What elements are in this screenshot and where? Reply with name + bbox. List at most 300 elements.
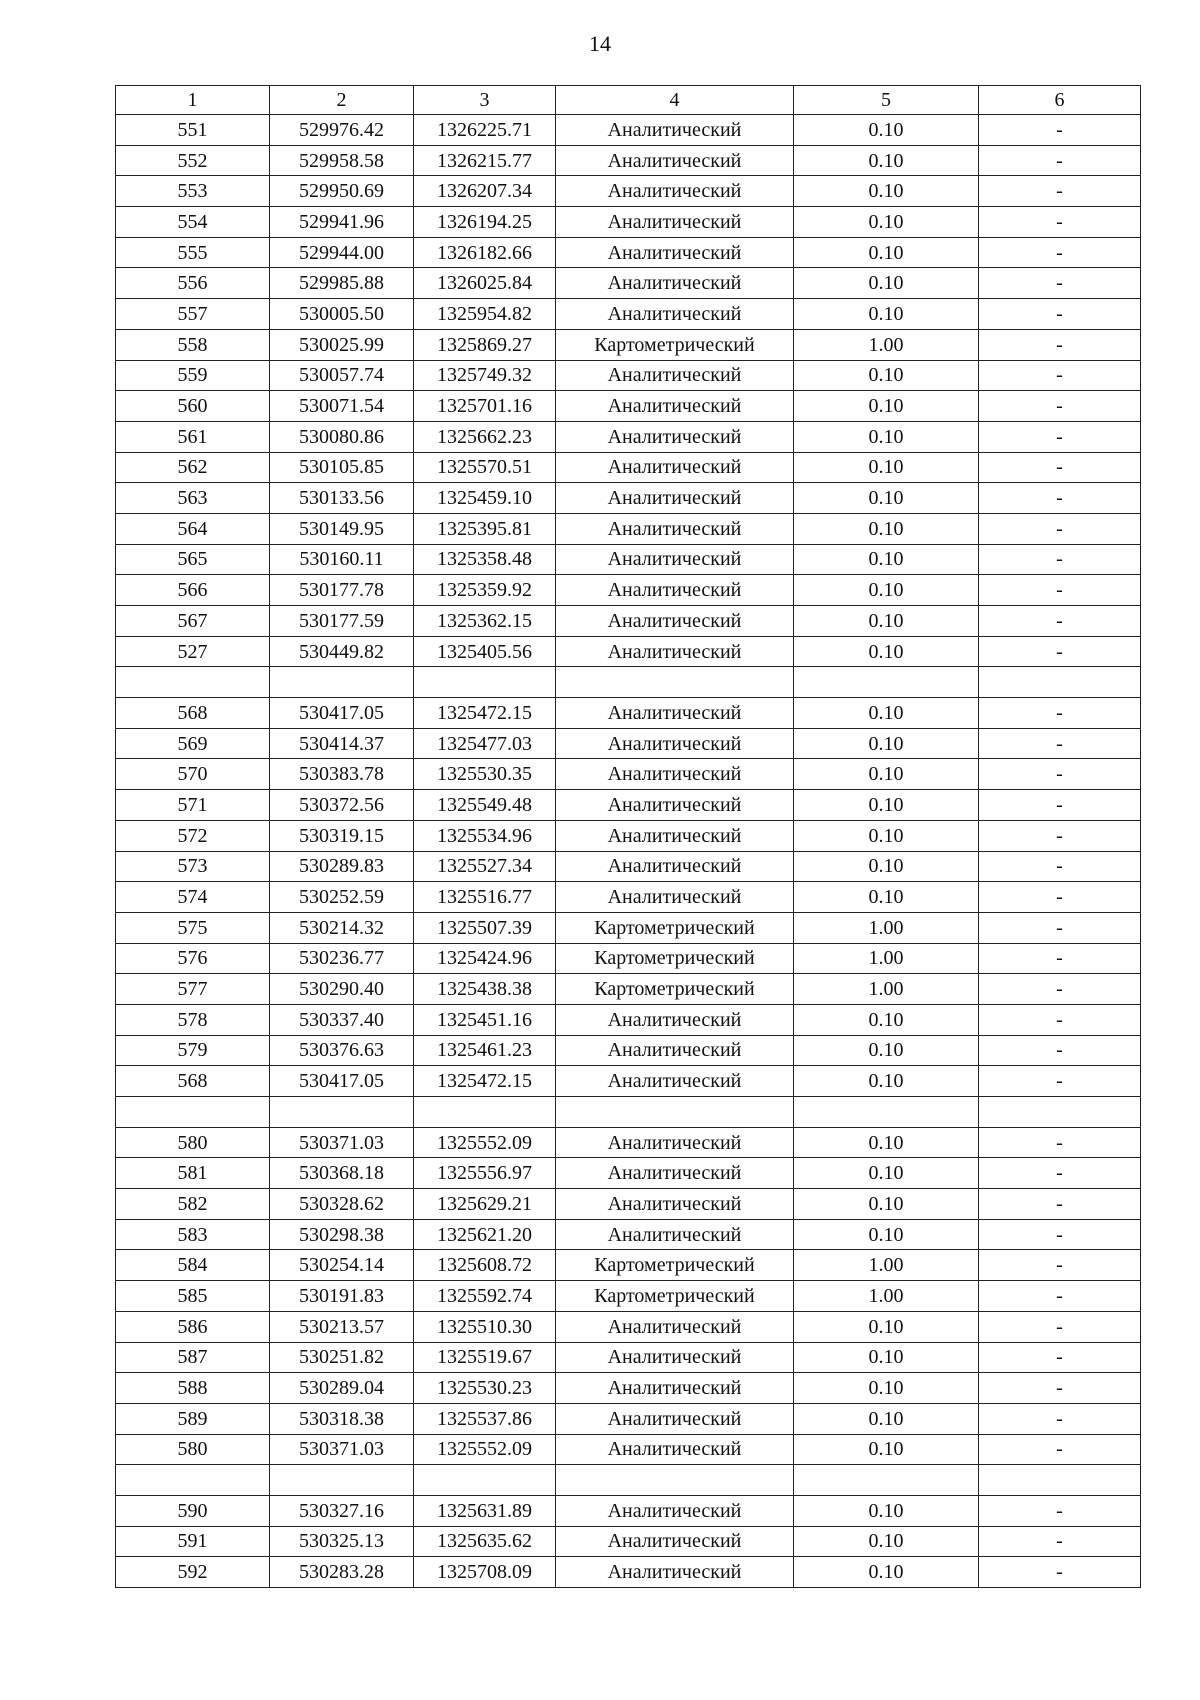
accuracy-cell: 0.10 bbox=[794, 575, 979, 606]
accuracy-cell: 0.10 bbox=[794, 115, 979, 146]
method-cell: Картометрический bbox=[556, 329, 794, 360]
table-row bbox=[116, 820, 1141, 851]
accuracy-cell: 0.10 bbox=[794, 1189, 979, 1220]
note-cell: - bbox=[979, 513, 1141, 544]
table-body bbox=[116, 115, 1141, 1588]
note-cell: - bbox=[979, 1035, 1141, 1066]
note-cell: - bbox=[979, 820, 1141, 851]
x-coordinate-cell: 530254.14 bbox=[270, 1250, 414, 1281]
point-number-cell: 577 bbox=[116, 974, 270, 1005]
table-row bbox=[116, 544, 1141, 575]
accuracy-cell: 0.10 bbox=[794, 851, 979, 882]
method-cell: Аналитический bbox=[556, 268, 794, 299]
point-number-cell: 569 bbox=[116, 728, 270, 759]
method-cell: Картометрический bbox=[556, 1281, 794, 1312]
x-coordinate-cell bbox=[270, 1465, 414, 1496]
table-row bbox=[116, 421, 1141, 452]
note-cell: - bbox=[979, 698, 1141, 729]
point-number-cell: 572 bbox=[116, 820, 270, 851]
note-cell: - bbox=[979, 483, 1141, 514]
note-cell: - bbox=[979, 1189, 1141, 1220]
x-coordinate-cell: 530383.78 bbox=[270, 759, 414, 790]
accuracy-cell bbox=[794, 667, 979, 698]
table-row bbox=[116, 1189, 1141, 1220]
note-cell: - bbox=[979, 452, 1141, 483]
note-cell: - bbox=[979, 1219, 1141, 1250]
y-coordinate-cell: 1325552.09 bbox=[414, 1434, 556, 1465]
point-number-cell: 559 bbox=[116, 360, 270, 391]
accuracy-cell: 1.00 bbox=[794, 1281, 979, 1312]
y-coordinate-cell: 1325549.48 bbox=[414, 790, 556, 821]
accuracy-cell: 0.10 bbox=[794, 1127, 979, 1158]
note-cell: - bbox=[979, 728, 1141, 759]
table-row bbox=[116, 790, 1141, 821]
x-coordinate-cell: 530160.11 bbox=[270, 544, 414, 575]
point-number-cell: 590 bbox=[116, 1495, 270, 1526]
y-coordinate-cell: 1326182.66 bbox=[414, 237, 556, 268]
point-number-cell: 568 bbox=[116, 698, 270, 729]
point-number-cell: 575 bbox=[116, 912, 270, 943]
table-row bbox=[116, 1465, 1141, 1496]
accuracy-cell: 1.00 bbox=[794, 974, 979, 1005]
y-coordinate-cell: 1325530.23 bbox=[414, 1373, 556, 1404]
y-coordinate-cell: 1325701.16 bbox=[414, 391, 556, 422]
note-cell: - bbox=[979, 790, 1141, 821]
method-cell: Аналитический bbox=[556, 237, 794, 268]
note-cell: - bbox=[979, 1403, 1141, 1434]
table-row bbox=[116, 268, 1141, 299]
x-coordinate-cell: 530371.03 bbox=[270, 1127, 414, 1158]
accuracy-cell: 0.10 bbox=[794, 145, 979, 176]
note-cell: - bbox=[979, 1066, 1141, 1097]
y-coordinate-cell: 1325461.23 bbox=[414, 1035, 556, 1066]
y-coordinate-cell: 1325631.89 bbox=[414, 1495, 556, 1526]
accuracy-cell: 0.10 bbox=[794, 882, 979, 913]
y-coordinate-cell: 1325708.09 bbox=[414, 1557, 556, 1588]
x-coordinate-cell: 530057.74 bbox=[270, 360, 414, 391]
x-coordinate-cell: 530327.16 bbox=[270, 1495, 414, 1526]
accuracy-cell: 1.00 bbox=[794, 912, 979, 943]
x-coordinate-cell bbox=[270, 667, 414, 698]
accuracy-cell: 0.10 bbox=[794, 606, 979, 637]
y-coordinate-cell: 1325629.21 bbox=[414, 1189, 556, 1220]
method-cell: Аналитический bbox=[556, 452, 794, 483]
point-number-cell: 586 bbox=[116, 1311, 270, 1342]
table-row bbox=[116, 299, 1141, 330]
note-cell: - bbox=[979, 759, 1141, 790]
table-row bbox=[116, 329, 1141, 360]
note-cell: - bbox=[979, 882, 1141, 913]
y-coordinate-cell: 1325516.77 bbox=[414, 882, 556, 913]
point-number-cell: 556 bbox=[116, 268, 270, 299]
point-number-cell: 582 bbox=[116, 1189, 270, 1220]
point-number-cell: 554 bbox=[116, 207, 270, 238]
point-number-cell: 557 bbox=[116, 299, 270, 330]
table-row bbox=[116, 360, 1141, 391]
y-coordinate-cell: 1325621.20 bbox=[414, 1219, 556, 1250]
x-coordinate-cell: 530214.32 bbox=[270, 912, 414, 943]
method-cell: Аналитический bbox=[556, 1066, 794, 1097]
point-number-cell: 579 bbox=[116, 1035, 270, 1066]
table-row bbox=[116, 1035, 1141, 1066]
table-row bbox=[116, 728, 1141, 759]
table-row bbox=[116, 636, 1141, 667]
note-cell: - bbox=[979, 360, 1141, 391]
note-cell: - bbox=[979, 1557, 1141, 1588]
note-cell: - bbox=[979, 1342, 1141, 1373]
method-cell: Аналитический bbox=[556, 1035, 794, 1066]
y-coordinate-cell: 1325472.15 bbox=[414, 1066, 556, 1097]
accuracy-cell: 0.10 bbox=[794, 636, 979, 667]
accuracy-cell: 0.10 bbox=[794, 1311, 979, 1342]
table-row bbox=[116, 1004, 1141, 1035]
accuracy-cell: 0.10 bbox=[794, 207, 979, 238]
accuracy-cell: 0.10 bbox=[794, 483, 979, 514]
point-number-cell: 585 bbox=[116, 1281, 270, 1312]
column-header: 2 bbox=[270, 86, 414, 115]
method-cell: Аналитический bbox=[556, 115, 794, 146]
table-row bbox=[116, 1403, 1141, 1434]
method-cell: Аналитический bbox=[556, 759, 794, 790]
note-cell: - bbox=[979, 1250, 1141, 1281]
point-number-cell: 591 bbox=[116, 1526, 270, 1557]
table-row bbox=[116, 882, 1141, 913]
table-row bbox=[116, 1219, 1141, 1250]
method-cell: Аналитический bbox=[556, 698, 794, 729]
table-row bbox=[116, 912, 1141, 943]
note-cell: - bbox=[979, 606, 1141, 637]
x-coordinate-cell: 530025.99 bbox=[270, 329, 414, 360]
note-cell: - bbox=[979, 1373, 1141, 1404]
method-cell: Аналитический bbox=[556, 1526, 794, 1557]
accuracy-cell: 0.10 bbox=[794, 1373, 979, 1404]
point-number-cell: 592 bbox=[116, 1557, 270, 1588]
table-row bbox=[116, 513, 1141, 544]
accuracy-cell: 1.00 bbox=[794, 329, 979, 360]
y-coordinate-cell: 1325954.82 bbox=[414, 299, 556, 330]
accuracy-cell: 0.10 bbox=[794, 728, 979, 759]
point-number-cell: 580 bbox=[116, 1434, 270, 1465]
x-coordinate-cell: 530368.18 bbox=[270, 1158, 414, 1189]
x-coordinate-cell: 530283.28 bbox=[270, 1557, 414, 1588]
table-row bbox=[116, 1066, 1141, 1097]
x-coordinate-cell: 530133.56 bbox=[270, 483, 414, 514]
x-coordinate-cell: 530319.15 bbox=[270, 820, 414, 851]
y-coordinate-cell: 1325592.74 bbox=[414, 1281, 556, 1312]
point-number-cell: 555 bbox=[116, 237, 270, 268]
point-number-cell: 583 bbox=[116, 1219, 270, 1250]
note-cell: - bbox=[979, 544, 1141, 575]
x-coordinate-cell: 530290.40 bbox=[270, 974, 414, 1005]
point-number-cell: 570 bbox=[116, 759, 270, 790]
y-coordinate-cell: 1325608.72 bbox=[414, 1250, 556, 1281]
x-coordinate-cell: 529985.88 bbox=[270, 268, 414, 299]
method-cell: Аналитический bbox=[556, 1311, 794, 1342]
method-cell: Аналитический bbox=[556, 820, 794, 851]
method-cell: Аналитический bbox=[556, 790, 794, 821]
method-cell: Аналитический bbox=[556, 483, 794, 514]
table-row bbox=[116, 1526, 1141, 1557]
accuracy-cell: 0.10 bbox=[794, 268, 979, 299]
table-row bbox=[116, 1311, 1141, 1342]
point-number-cell: 562 bbox=[116, 452, 270, 483]
accuracy-cell: 1.00 bbox=[794, 1250, 979, 1281]
point-number-cell: 581 bbox=[116, 1158, 270, 1189]
point-number-cell bbox=[116, 667, 270, 698]
method-cell: Картометрический bbox=[556, 912, 794, 943]
y-coordinate-cell: 1325552.09 bbox=[414, 1127, 556, 1158]
x-coordinate-cell: 529944.00 bbox=[270, 237, 414, 268]
y-coordinate-cell: 1325438.38 bbox=[414, 974, 556, 1005]
point-number-cell: 567 bbox=[116, 606, 270, 637]
y-coordinate-cell: 1325519.67 bbox=[414, 1342, 556, 1373]
method-cell: Аналитический bbox=[556, 145, 794, 176]
point-number-cell: 578 bbox=[116, 1004, 270, 1035]
table-row bbox=[116, 851, 1141, 882]
note-cell: - bbox=[979, 974, 1141, 1005]
accuracy-cell: 0.10 bbox=[794, 1526, 979, 1557]
accuracy-cell: 0.10 bbox=[794, 1004, 979, 1035]
y-coordinate-cell: 1325527.34 bbox=[414, 851, 556, 882]
x-coordinate-cell: 530337.40 bbox=[270, 1004, 414, 1035]
point-number-cell: 565 bbox=[116, 544, 270, 575]
table-row bbox=[116, 483, 1141, 514]
y-coordinate-cell: 1325869.27 bbox=[414, 329, 556, 360]
accuracy-cell: 0.10 bbox=[794, 1557, 979, 1588]
y-coordinate-cell: 1326225.71 bbox=[414, 115, 556, 146]
y-coordinate-cell: 1325358.48 bbox=[414, 544, 556, 575]
x-coordinate-cell: 529958.58 bbox=[270, 145, 414, 176]
x-coordinate-cell: 530417.05 bbox=[270, 698, 414, 729]
y-coordinate-cell: 1325395.81 bbox=[414, 513, 556, 544]
point-number-cell: 561 bbox=[116, 421, 270, 452]
table-row bbox=[116, 606, 1141, 637]
method-cell: Аналитический bbox=[556, 360, 794, 391]
note-cell: - bbox=[979, 207, 1141, 238]
point-number-cell: 566 bbox=[116, 575, 270, 606]
method-cell: Аналитический bbox=[556, 299, 794, 330]
method-cell: Аналитический bbox=[556, 606, 794, 637]
x-coordinate-cell: 530328.62 bbox=[270, 1189, 414, 1220]
note-cell: - bbox=[979, 299, 1141, 330]
accuracy-cell: 0.10 bbox=[794, 421, 979, 452]
method-cell bbox=[556, 1097, 794, 1128]
method-cell: Аналитический bbox=[556, 1342, 794, 1373]
table-row bbox=[116, 1127, 1141, 1158]
y-coordinate-cell: 1325570.51 bbox=[414, 452, 556, 483]
method-cell: Аналитический bbox=[556, 207, 794, 238]
note-cell: - bbox=[979, 912, 1141, 943]
method-cell: Аналитический bbox=[556, 1219, 794, 1250]
note-cell: - bbox=[979, 145, 1141, 176]
table-row bbox=[116, 1281, 1141, 1312]
method-cell: Аналитический bbox=[556, 1495, 794, 1526]
method-cell bbox=[556, 667, 794, 698]
note-cell bbox=[979, 1465, 1141, 1496]
accuracy-cell: 0.10 bbox=[794, 299, 979, 330]
accuracy-cell: 0.10 bbox=[794, 176, 979, 207]
point-number-cell: 527 bbox=[116, 636, 270, 667]
x-coordinate-cell: 530177.78 bbox=[270, 575, 414, 606]
column-header: 4 bbox=[556, 86, 794, 115]
coordinates-table bbox=[115, 85, 1141, 1588]
note-cell: - bbox=[979, 943, 1141, 974]
table-row bbox=[116, 1342, 1141, 1373]
accuracy-cell: 0.10 bbox=[794, 1403, 979, 1434]
note-cell bbox=[979, 667, 1141, 698]
point-number-cell: 563 bbox=[116, 483, 270, 514]
method-cell: Аналитический bbox=[556, 1004, 794, 1035]
table-row bbox=[116, 391, 1141, 422]
note-cell bbox=[979, 1097, 1141, 1128]
accuracy-cell: 0.10 bbox=[794, 1495, 979, 1526]
accuracy-cell: 0.10 bbox=[794, 544, 979, 575]
method-cell: Аналитический bbox=[556, 1373, 794, 1404]
accuracy-cell: 0.10 bbox=[794, 790, 979, 821]
x-coordinate-cell bbox=[270, 1097, 414, 1128]
y-coordinate-cell: 1325507.39 bbox=[414, 912, 556, 943]
x-coordinate-cell: 530371.03 bbox=[270, 1434, 414, 1465]
note-cell: - bbox=[979, 176, 1141, 207]
table-row bbox=[116, 452, 1141, 483]
note-cell: - bbox=[979, 1495, 1141, 1526]
x-coordinate-cell: 530177.59 bbox=[270, 606, 414, 637]
point-number-cell: 588 bbox=[116, 1373, 270, 1404]
note-cell: - bbox=[979, 575, 1141, 606]
method-cell: Картометрический bbox=[556, 1250, 794, 1281]
point-number-cell: 580 bbox=[116, 1127, 270, 1158]
x-coordinate-cell: 530071.54 bbox=[270, 391, 414, 422]
table-row bbox=[116, 575, 1141, 606]
y-coordinate-cell bbox=[414, 667, 556, 698]
table-row bbox=[116, 145, 1141, 176]
y-coordinate-cell: 1325424.96 bbox=[414, 943, 556, 974]
accuracy-cell: 0.10 bbox=[794, 820, 979, 851]
x-coordinate-cell: 530289.04 bbox=[270, 1373, 414, 1404]
note-cell: - bbox=[979, 421, 1141, 452]
table-row bbox=[116, 1158, 1141, 1189]
y-coordinate-cell bbox=[414, 1097, 556, 1128]
accuracy-cell: 0.10 bbox=[794, 452, 979, 483]
note-cell: - bbox=[979, 1526, 1141, 1557]
y-coordinate-cell: 1326215.77 bbox=[414, 145, 556, 176]
point-number-cell: 571 bbox=[116, 790, 270, 821]
y-coordinate-cell: 1325477.03 bbox=[414, 728, 556, 759]
x-coordinate-cell: 530080.86 bbox=[270, 421, 414, 452]
point-number-cell: 576 bbox=[116, 943, 270, 974]
x-coordinate-cell: 530005.50 bbox=[270, 299, 414, 330]
y-coordinate-cell: 1325635.62 bbox=[414, 1526, 556, 1557]
method-cell: Аналитический bbox=[556, 575, 794, 606]
table-row bbox=[116, 1373, 1141, 1404]
method-cell: Аналитический bbox=[556, 513, 794, 544]
point-number-cell: 584 bbox=[116, 1250, 270, 1281]
method-cell: Аналитический bbox=[556, 1557, 794, 1588]
point-number-cell: 573 bbox=[116, 851, 270, 882]
point-number-cell: 551 bbox=[116, 115, 270, 146]
x-coordinate-cell: 529950.69 bbox=[270, 176, 414, 207]
y-coordinate-cell: 1325556.97 bbox=[414, 1158, 556, 1189]
y-coordinate-cell: 1325537.86 bbox=[414, 1403, 556, 1434]
y-coordinate-cell: 1326194.25 bbox=[414, 207, 556, 238]
y-coordinate-cell: 1326025.84 bbox=[414, 268, 556, 299]
point-number-cell: 552 bbox=[116, 145, 270, 176]
y-coordinate-cell bbox=[414, 1465, 556, 1496]
y-coordinate-cell: 1325749.32 bbox=[414, 360, 556, 391]
note-cell: - bbox=[979, 329, 1141, 360]
x-coordinate-cell: 530251.82 bbox=[270, 1342, 414, 1373]
method-cell: Аналитический bbox=[556, 882, 794, 913]
table-row bbox=[116, 1250, 1141, 1281]
x-coordinate-cell: 530298.38 bbox=[270, 1219, 414, 1250]
method-cell: Картометрический bbox=[556, 943, 794, 974]
page-number: 14 bbox=[589, 31, 611, 56]
method-cell bbox=[556, 1465, 794, 1496]
note-cell: - bbox=[979, 268, 1141, 299]
note-cell: - bbox=[979, 1434, 1141, 1465]
table-row bbox=[116, 207, 1141, 238]
table-row bbox=[116, 237, 1141, 268]
accuracy-cell: 0.10 bbox=[794, 1158, 979, 1189]
x-coordinate-cell: 530213.57 bbox=[270, 1311, 414, 1342]
accuracy-cell: 0.10 bbox=[794, 1066, 979, 1097]
point-number-cell: 568 bbox=[116, 1066, 270, 1097]
x-coordinate-cell: 530149.95 bbox=[270, 513, 414, 544]
x-coordinate-cell: 530417.05 bbox=[270, 1066, 414, 1097]
column-header: 6 bbox=[979, 86, 1141, 115]
accuracy-cell bbox=[794, 1097, 979, 1128]
note-cell: - bbox=[979, 851, 1141, 882]
accuracy-cell: 0.10 bbox=[794, 360, 979, 391]
note-cell: - bbox=[979, 1127, 1141, 1158]
y-coordinate-cell: 1325362.15 bbox=[414, 606, 556, 637]
point-number-cell: 558 bbox=[116, 329, 270, 360]
accuracy-cell: 0.10 bbox=[794, 1219, 979, 1250]
x-coordinate-cell: 530105.85 bbox=[270, 452, 414, 483]
method-cell: Аналитический bbox=[556, 1158, 794, 1189]
point-number-cell: 553 bbox=[116, 176, 270, 207]
point-number-cell: 564 bbox=[116, 513, 270, 544]
table-row bbox=[116, 1495, 1141, 1526]
method-cell: Аналитический bbox=[556, 1403, 794, 1434]
x-coordinate-cell: 530252.59 bbox=[270, 882, 414, 913]
table-row bbox=[116, 943, 1141, 974]
method-cell: Картометрический bbox=[556, 974, 794, 1005]
note-cell: - bbox=[979, 1281, 1141, 1312]
method-cell: Аналитический bbox=[556, 728, 794, 759]
point-number-cell bbox=[116, 1465, 270, 1496]
x-coordinate-cell: 530449.82 bbox=[270, 636, 414, 667]
point-number-cell: 589 bbox=[116, 1403, 270, 1434]
y-coordinate-cell: 1325534.96 bbox=[414, 820, 556, 851]
table-header-row bbox=[116, 86, 1141, 115]
method-cell: Аналитический bbox=[556, 1127, 794, 1158]
accuracy-cell: 0.10 bbox=[794, 513, 979, 544]
method-cell: Аналитический bbox=[556, 636, 794, 667]
table-row bbox=[116, 176, 1141, 207]
point-number-cell: 587 bbox=[116, 1342, 270, 1373]
y-coordinate-cell: 1325510.30 bbox=[414, 1311, 556, 1342]
accuracy-cell: 0.10 bbox=[794, 1035, 979, 1066]
y-coordinate-cell: 1325459.10 bbox=[414, 483, 556, 514]
y-coordinate-cell: 1325451.16 bbox=[414, 1004, 556, 1035]
point-number-cell: 560 bbox=[116, 391, 270, 422]
note-cell: - bbox=[979, 237, 1141, 268]
x-coordinate-cell: 530236.77 bbox=[270, 943, 414, 974]
accuracy-cell: 0.10 bbox=[794, 237, 979, 268]
accuracy-cell: 0.10 bbox=[794, 1434, 979, 1465]
x-coordinate-cell: 530318.38 bbox=[270, 1403, 414, 1434]
